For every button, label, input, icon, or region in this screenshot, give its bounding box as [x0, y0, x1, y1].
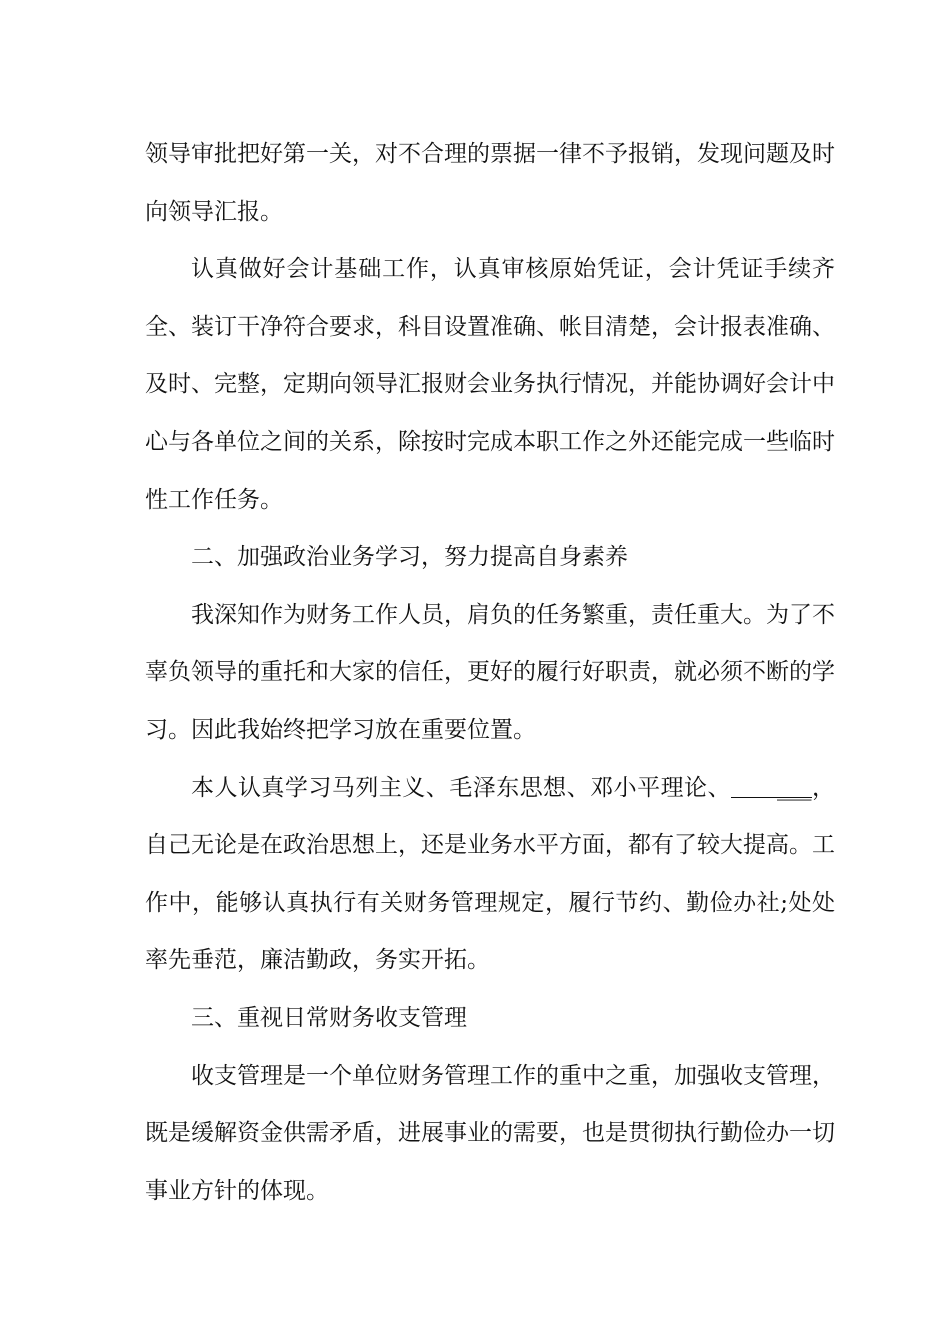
- paragraph-revenue-management: 收支管理是一个单位财务管理工作的重中之重，加强收支管理，既是缓解资金供需矛盾，进展事业的需要，也是贯彻执行勤俭办一切事业方针的体现。: [145, 1062, 835, 1204]
- paragraph-approval: 领导审批把好第一关，对不合理的票据一律不予报销，发现问题及时向领导汇报。: [145, 141, 835, 225]
- paragraph-responsibility: 我深知作为财务工作人员，肩负的任务繁重，责任重大。为了不辜负领导的重托和大家的信任，更好的履行好职责，就必须不断的学习。因此我始终把学习放在重要位置。: [145, 601, 835, 743]
- section-heading-study: 二、加强政治业务学习，努力提高自身素养: [191, 544, 628, 571]
- fill-in-blank: [731, 774, 812, 801]
- fill-in-blank-text: ___: [777, 774, 812, 801]
- document-body: [145, 126, 835, 1220]
- paragraph-theory-study: [145, 760, 835, 990]
- paragraph-accounting-basics: 认真做好会计基础工作，认真审核原始凭证，会计凭证手续齐全、装订干净符合要求，科目设置准确、帐目清楚，会计报表准确、及时、完整，定期向领导汇报财会业务执行情况，并能协调好会计中心与各单位之间的关系，除按时完成本职工作之外还能完成一些临时性工作任务。: [145, 256, 835, 513]
- paragraph-theory-study-after: ，自己无论是在政治思想上，还是业务水平方面，都有了较大提高。工作中，能够认真执行有关财务管理规定，履行节约、勤俭办社;处处率先垂范，廉洁勤政，务实开拓。: [145, 774, 836, 974]
- paragraph-theory-study-before: 本人认真学习马列主义、毛泽东思想、邓小平理论、: [191, 774, 732, 801]
- section-heading-finance: 三、重视日常财务收支管理: [191, 1004, 467, 1031]
